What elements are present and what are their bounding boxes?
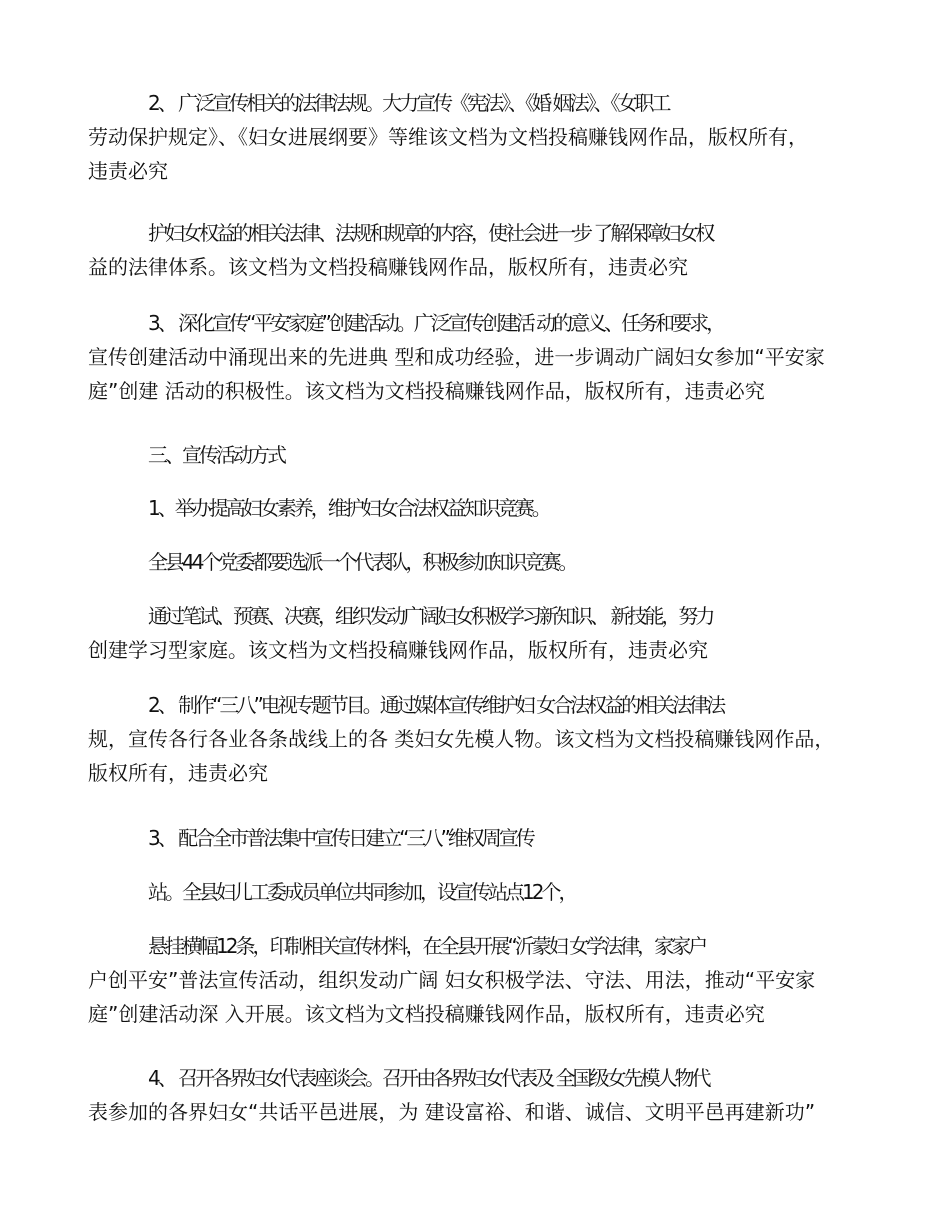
paragraph-tv-program (88, 688, 858, 790)
text-line: 规，宣传各行各业各条战线上的各 类妇女先模人物。该文档为文档投稿赚钱网作品， (88, 727, 835, 751)
text-line: 益的法律体系。该文档为文档投稿赚钱网作品，版权所有，违责必究 (88, 255, 688, 279)
paragraph-party-teams (88, 545, 858, 579)
text-line: 创建学习型家庭。该文档为文档投稿赚钱网作品，版权所有，违责必究 (88, 638, 708, 662)
text-line: 3、 深化宣传“平安家庭”创建活动。广泛宣传创建活 动的意义、任务和要求， (148, 311, 724, 335)
text-line: 违责必究 (88, 159, 168, 183)
text-line: 全县44个党委都要选派一个代表队，积极参加知识竞赛。 (148, 550, 576, 574)
text-line: 版权所有，违责必究 (88, 761, 268, 785)
text-line: 庭”创建 活动的积极性。该文档为文档投稿赚钱网作品，版权所有，违责必究 (88, 379, 765, 403)
paragraph-banners (88, 929, 858, 1031)
text-line: 表参加的各界妇女“共话平邑进展，为 建设富裕、和谐、诚信、文明平邑再建新功” (88, 1100, 816, 1124)
paragraph-exams (88, 599, 858, 667)
paragraph-safe-family (88, 306, 858, 408)
paragraph-womens-rights-laws (88, 216, 858, 284)
text-line: 站。全县妇儿工委成员单位共同参加，设宣传站点12个， (148, 880, 576, 904)
text-line: 2、 广泛宣传相关的法律法规。大力宣传《宪法》、《婚 姻法》、《女职工 (148, 91, 669, 115)
paragraph-stations (88, 875, 858, 909)
text-line: 1、举办提高妇女素养，维护妇女合法权益知识竞赛。 (148, 496, 549, 520)
text-line: 户创平安”普法宣传活动，组织发动广阔 妇女积极学法、守法、用法，推动“平安家 (88, 968, 816, 992)
paragraph-legal-publicity (88, 86, 858, 188)
text-line: 劳动保护规定》、《妇女进展纲要》等维该文档为文档投稿赚钱网作品，版权所有， (88, 125, 808, 149)
paragraph-symposium (88, 1061, 858, 1129)
text-line: 护妇女权益的相关法律、法规和规章的内容，使社会进一步 了解保障妇女权 (148, 221, 713, 245)
text-line: 三、宣传活动方式 (148, 443, 284, 467)
text-line: 2、 制作“三八”电视专题节目。通过媒体宣传维护妇 女合法权益的相关法律法 (148, 693, 724, 717)
text-line: 通过笔试、预赛、决赛，组织发动广阔妇女积极学习新知识、 新技能，努力 (148, 604, 713, 628)
text-line: 4、 召开各界妇女代表座谈会。召开由各界妇女代表及 全国级女先模人物代 (148, 1066, 709, 1090)
text-line: 3、 配合全市普法集中宣传日建立“三八”维权周宣传 (148, 826, 533, 850)
text-line: 宣传创建活动中涌现出来的先进典 型和成功经验，进一步调动广阔妇女参加“平安家 (88, 345, 825, 369)
text-line: 庭”创建活动深 入开展。该文档为文档投稿赚钱网作品，版权所有，违责必究 (88, 1002, 765, 1026)
paragraph-rights-week (88, 821, 858, 855)
paragraph-knowledge-contest (88, 491, 858, 525)
section-heading (88, 438, 858, 472)
text-line: 悬挂横幅12条，印制相关宣传材料，在全县开展“沂蒙妇 女学法律，家家户 (148, 934, 706, 958)
